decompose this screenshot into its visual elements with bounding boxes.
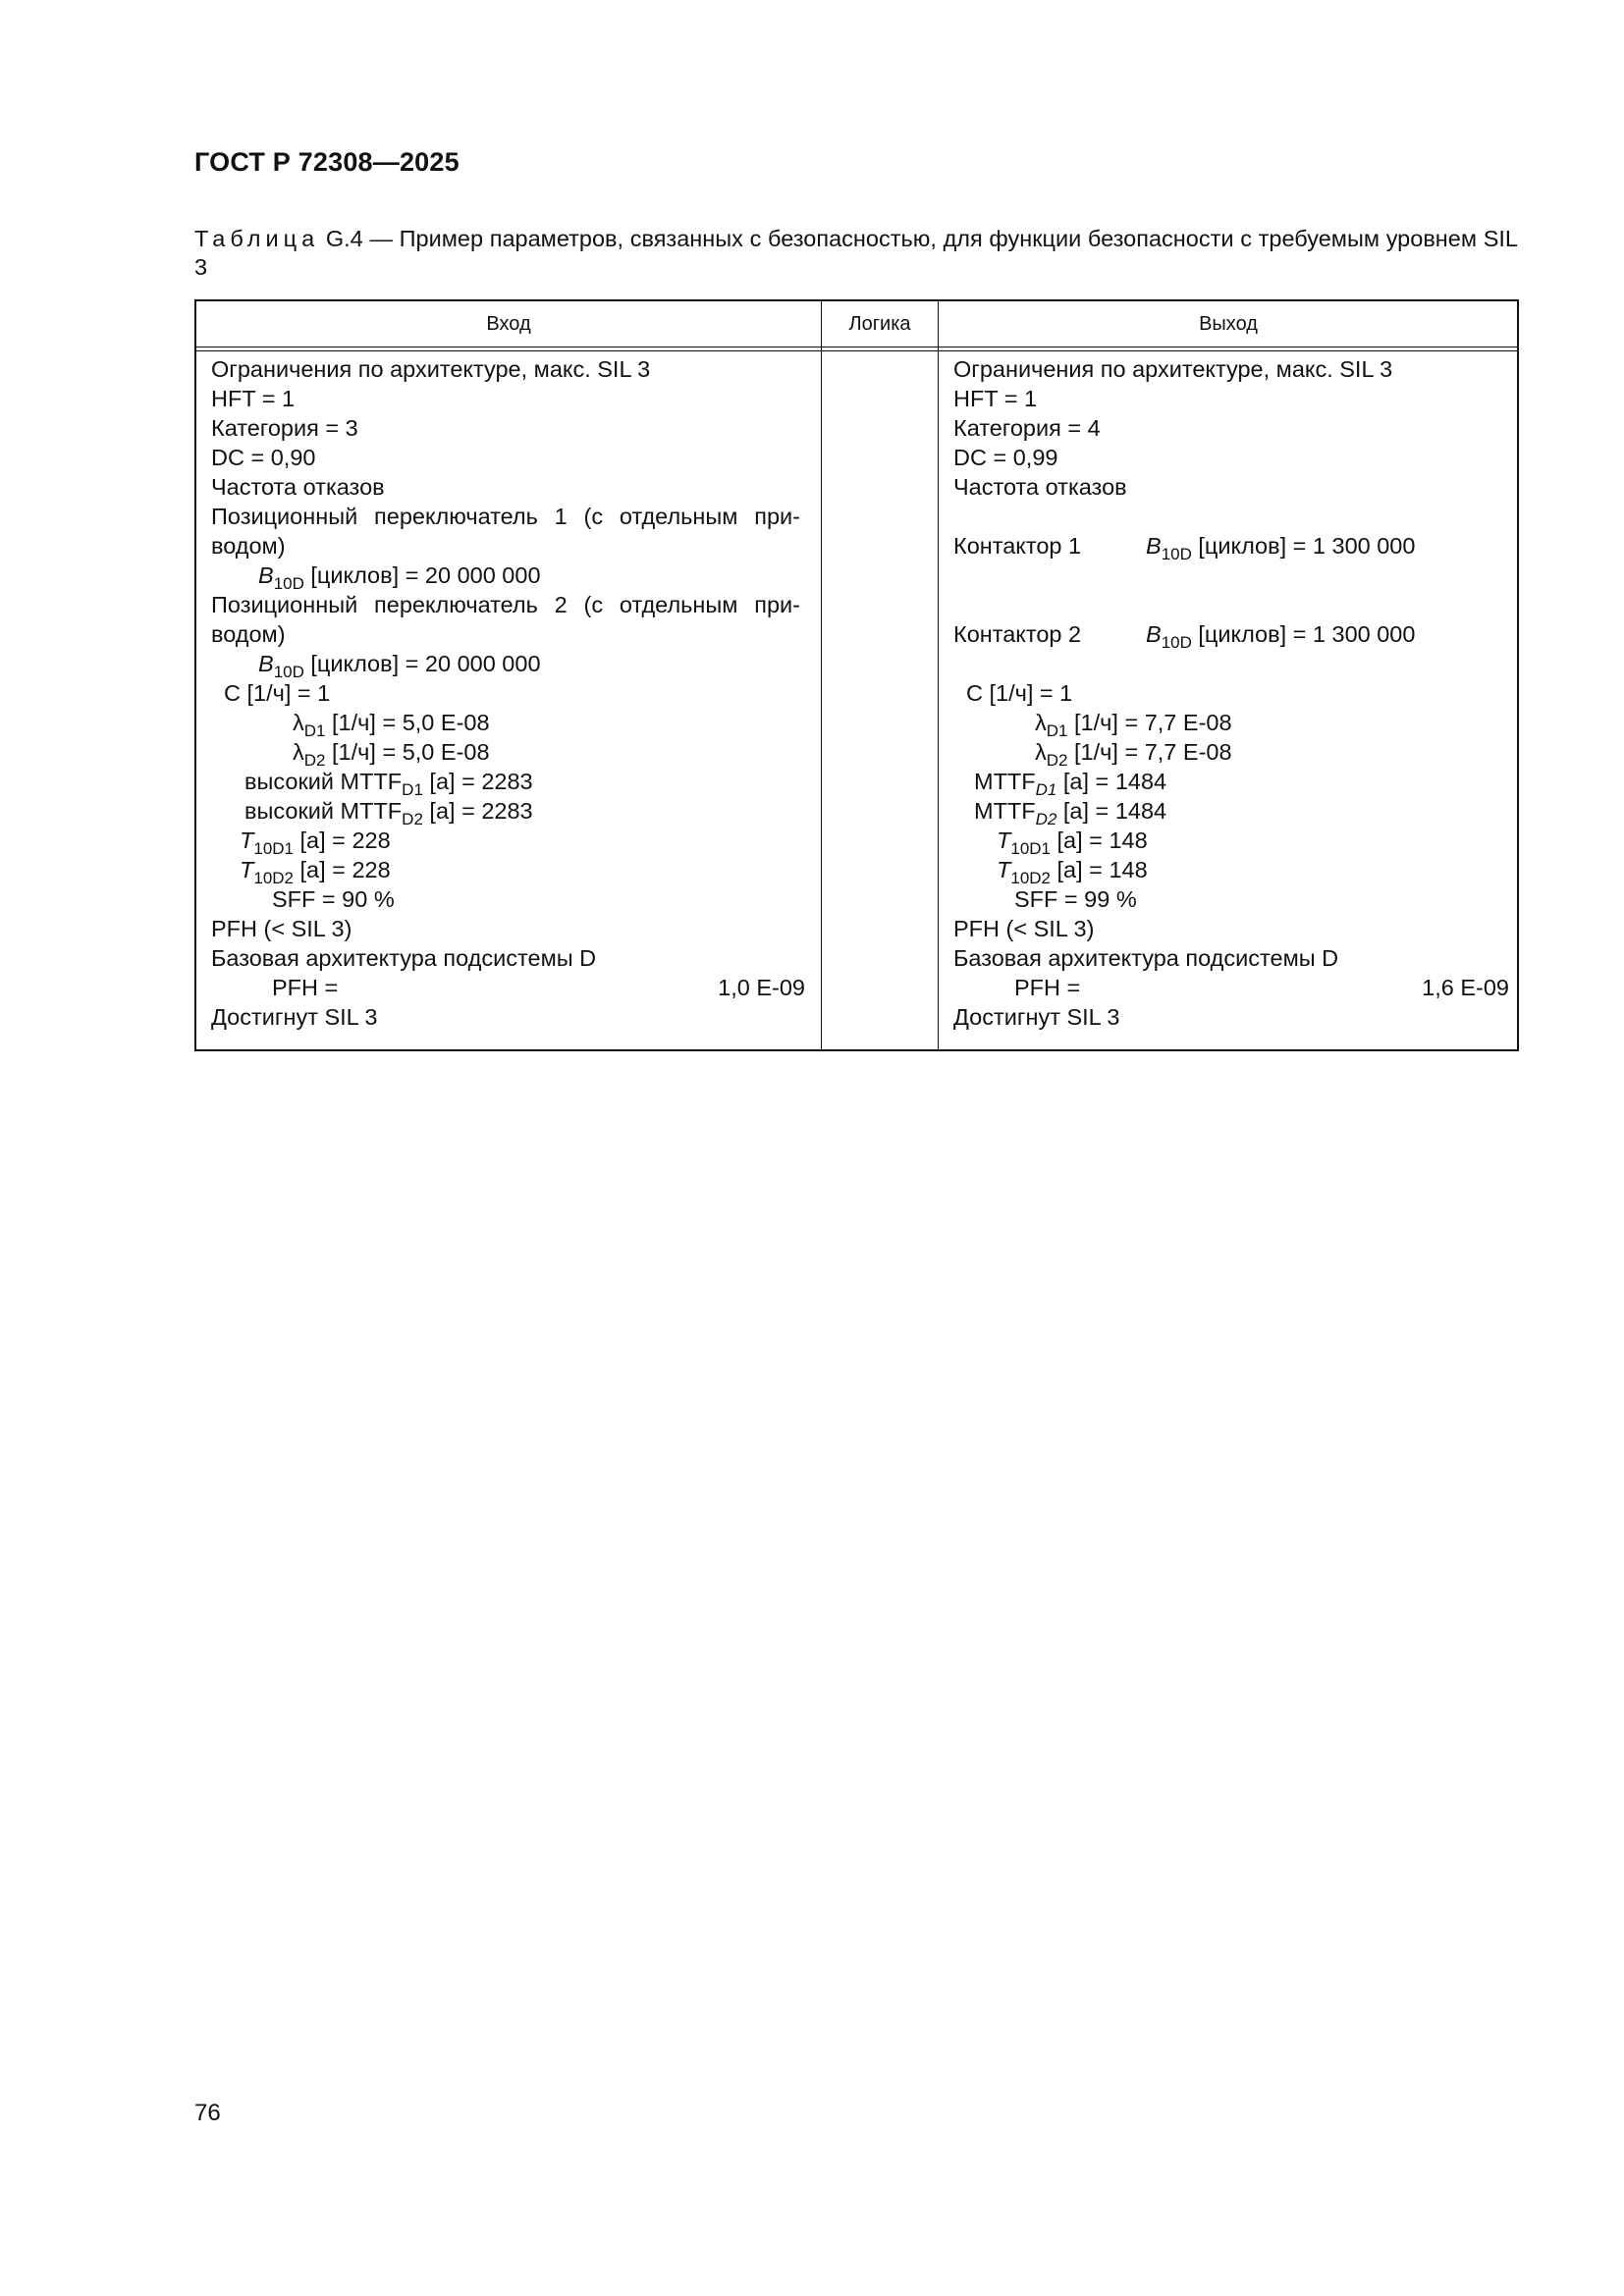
input-line: Базовая архитектура подсистемы D	[211, 945, 597, 971]
input-line: $\lambda_{D1}$ [1/ч] = 5,0 E-08	[293, 710, 490, 740]
output-line: Контактор 2 $B_{10D}$ [циклов] = 1 300 000	[953, 621, 1416, 652]
input-line: Категория = 3	[211, 415, 358, 441]
input-line: C [1/ч] = 1	[224, 680, 331, 706]
input-line: HFT = 1	[211, 386, 296, 411]
output-line: C [1/ч] = 1	[966, 680, 1073, 706]
header-divider-bottom	[196, 350, 1517, 351]
output-line: Категория = 4	[953, 415, 1101, 441]
output-line: $T_{10D2}$ [a] = 148	[997, 857, 1148, 887]
output-line: PFH (< SIL 3)	[953, 916, 1095, 941]
caption-text: G.4 — Пример параметров, связанных с безопасностью, для функции безопасности с требуемым уровнем SIL 3	[194, 226, 1518, 280]
table-caption	[194, 225, 1518, 282]
input-line: SFF = 90 %	[272, 886, 395, 912]
output-pfh-line: PFH = 1,6 E-09	[1014, 975, 1509, 1000]
safety-parameters-table	[194, 299, 1519, 1051]
input-pfh-value: 1,0 E-09	[718, 975, 805, 1000]
output-line: $MTTF_{D1}$ [a] = 1484	[974, 769, 1167, 799]
input-line: водом)	[211, 533, 286, 559]
input-line: $T_{10D2}$ [a] = 228	[240, 857, 391, 887]
output-line: HFT = 1	[953, 386, 1038, 411]
input-line: PFH (< SIL 3)	[211, 916, 352, 941]
column-divider-logic-output	[938, 301, 939, 1049]
document-header: ГОСТ Р 72308—2025	[194, 147, 460, 177]
header-input: Вход	[486, 312, 531, 335]
input-line: $\lambda_{D2}$ [1/ч] = 5,0 E-08	[293, 739, 490, 770]
output-line: Достигнут SIL 3	[953, 1004, 1120, 1030]
input-line: водом)	[211, 621, 286, 647]
output-line: $MTTF_{D2}$ [a] = 1484	[974, 798, 1167, 828]
caption-label: Таблица	[194, 226, 320, 251]
input-line: Ограничения по архитектуре, макс. SIL 3	[211, 356, 651, 382]
page-number: 76	[194, 2100, 221, 2126]
input-line: $B_{10D}$ [циклов] = 20 000 000	[258, 562, 541, 593]
output-line: DC = 0,99	[953, 445, 1058, 470]
input-line: DC = 0,90	[211, 445, 316, 470]
input-line: Позиционный переключатель 2 (с отдельным при-	[211, 592, 800, 617]
output-line: Контактор 1 $B_{10D}$ [циклов] = 1 300 000	[953, 533, 1416, 563]
output-line: Ограничения по архитектуре, макс. SIL 3	[953, 356, 1393, 382]
column-divider-input-logic	[821, 301, 822, 1049]
header-logic: Логика	[848, 312, 911, 335]
input-line: Достигнут SIL 3	[211, 1004, 378, 1030]
header-output: Выход	[1199, 312, 1258, 335]
input-line: $T_{10D1}$ [a] = 228	[240, 828, 391, 858]
output-line: $T_{10D1}$ [a] = 148	[997, 828, 1148, 858]
input-line: высокий $MTTF_{D1}$ [a] = 2283	[244, 769, 533, 799]
output-line: $\lambda_{D2}$ [1/ч] = 7,7 E-08	[1035, 739, 1232, 770]
output-line: SFF = 99 %	[1014, 886, 1137, 912]
input-pfh-line: PFH = 1,0 E-09	[272, 975, 805, 1000]
input-line: Позиционный переключатель 1 (с отдельным при-	[211, 504, 800, 529]
input-line: Частота отказов	[211, 474, 385, 500]
output-line: Частота отказов	[953, 474, 1127, 500]
output-line: $\lambda_{D1}$ [1/ч] = 7,7 E-08	[1035, 710, 1232, 740]
output-pfh-value: 1,6 E-09	[1422, 975, 1509, 1000]
input-line: высокий $MTTF_{D2}$ [a] = 2283	[244, 798, 533, 828]
output-line: Базовая архитектура подсистемы D	[953, 945, 1339, 971]
input-line: $B_{10D}$ [циклов] = 20 000 000	[258, 651, 541, 681]
